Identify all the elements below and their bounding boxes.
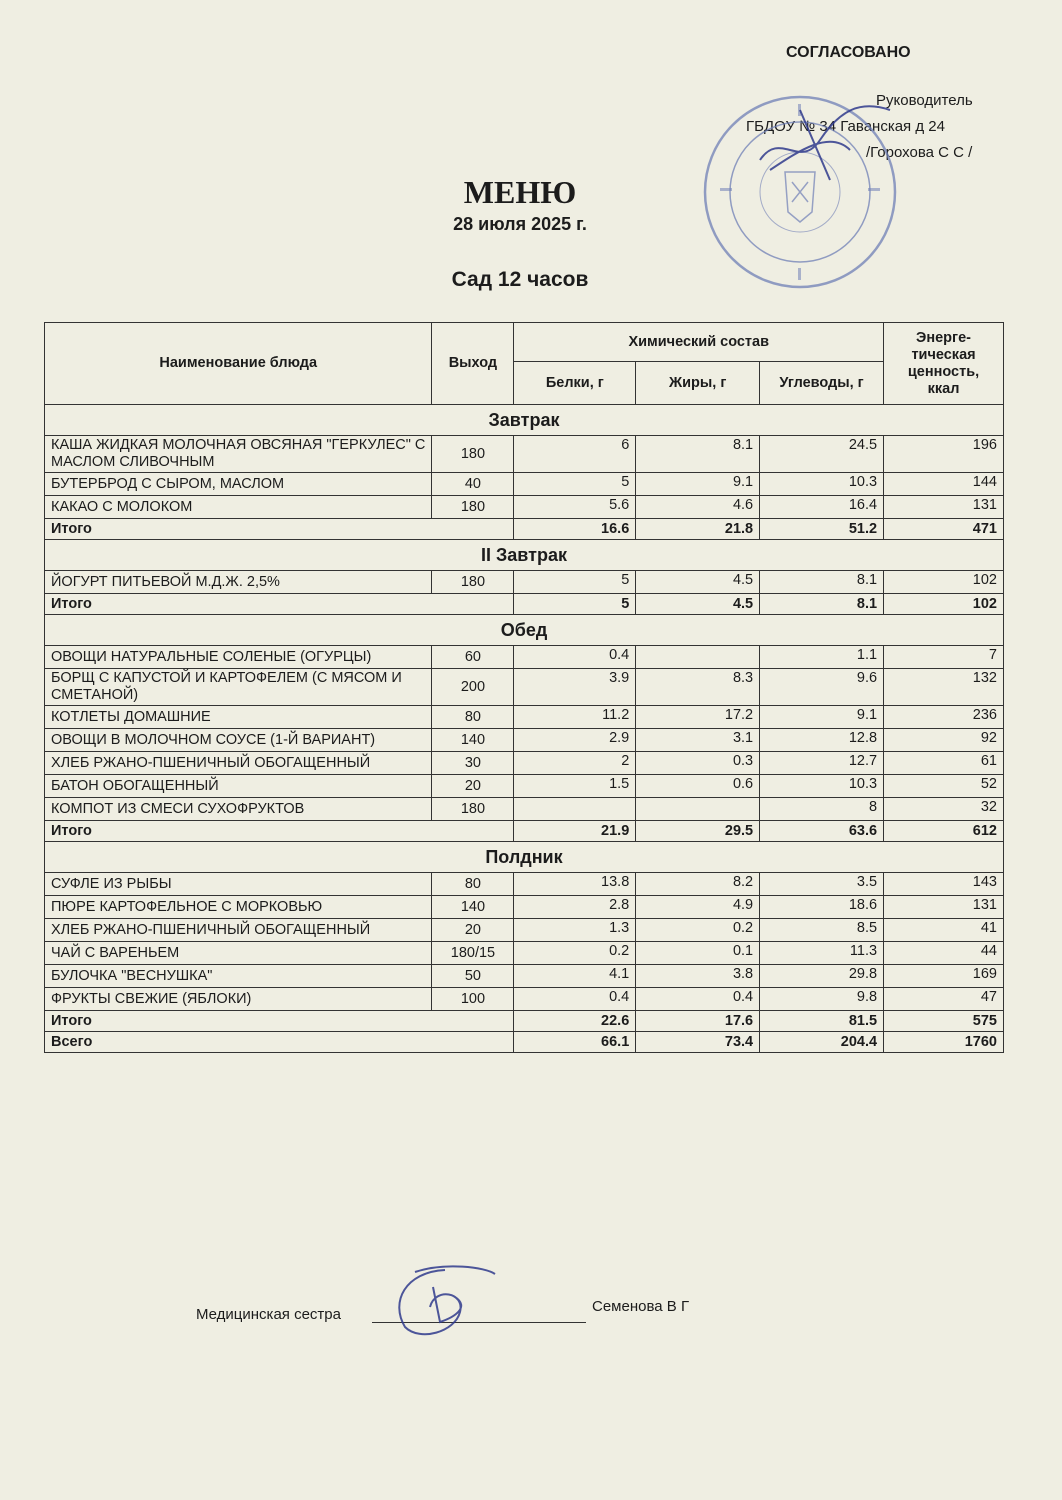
dish-energy: 41 [884, 919, 1004, 942]
table-row [45, 988, 1004, 1011]
grand-total-row [45, 1032, 1004, 1053]
dish-energy: 102 [884, 571, 1004, 594]
total-row [45, 821, 1004, 842]
dish-fats: 8.3 [636, 669, 760, 706]
total-c: 51.2 [760, 519, 884, 540]
nurse-name: Семенова В Г [592, 1298, 690, 1315]
section-row [45, 405, 1004, 436]
dish-carbs: 1.1 [760, 646, 884, 669]
section-title: II Завтрак [45, 540, 1004, 571]
dish-output: 100 [432, 988, 514, 1011]
total-e: 471 [884, 519, 1004, 540]
dish-carbs: 9.1 [760, 706, 884, 729]
table-row [45, 436, 1004, 473]
dish-fats: 4.5 [636, 571, 760, 594]
dish-name: ОВОЩИ НАТУРАЛЬНЫЕ СОЛЕНЫЕ (ОГУРЦЫ) [45, 646, 432, 669]
dish-name: ОВОЩИ В МОЛОЧНОМ СОУСЕ (1-Й ВАРИАНТ) [45, 729, 432, 752]
dish-name: БАТОН ОБОГАЩЕННЫЙ [45, 775, 432, 798]
dish-energy: 44 [884, 942, 1004, 965]
dish-output: 180 [432, 571, 514, 594]
total-label: Итого [45, 821, 514, 842]
dish-carbs: 8.1 [760, 571, 884, 594]
total-row [45, 594, 1004, 615]
nurse-signature-icon [385, 1262, 505, 1342]
dish-proteins: 1.5 [514, 775, 636, 798]
dish-proteins: 0.4 [514, 646, 636, 669]
dish-output: 80 [432, 873, 514, 896]
dish-output: 180/15 [432, 942, 514, 965]
dish-name: БОРЩ С КАПУСТОЙ И КАРТОФЕЛЕМ (С МЯСОМ И СМЕТАНОЙ) [45, 669, 432, 706]
dish-energy: 169 [884, 965, 1004, 988]
grand-total-label: Всего [45, 1032, 514, 1053]
group-label: Сад 12 часов [451, 268, 589, 291]
dish-name: ЧАЙ С ВАРЕНЬЕМ [45, 942, 432, 965]
dish-output: 20 [432, 919, 514, 942]
dish-output: 180 [432, 496, 514, 519]
total-row [45, 1011, 1004, 1032]
dish-proteins: 13.8 [514, 873, 636, 896]
grand-total-p: 66.1 [514, 1032, 636, 1053]
dish-energy: 143 [884, 873, 1004, 896]
dish-output: 140 [432, 729, 514, 752]
dish-output: 140 [432, 896, 514, 919]
dish-carbs: 12.8 [760, 729, 884, 752]
table-row [45, 473, 1004, 496]
total-p: 21.9 [514, 821, 636, 842]
dish-energy: 131 [884, 496, 1004, 519]
header-dish-name: Наименование блюда [45, 323, 432, 405]
dish-proteins: 2 [514, 752, 636, 775]
total-f: 4.5 [636, 594, 760, 615]
dish-energy: 196 [884, 436, 1004, 473]
approval-person: /Горохова С С / [866, 144, 973, 161]
dish-name: КОТЛЕТЫ ДОМАШНИЕ [45, 706, 432, 729]
total-c: 81.5 [760, 1011, 884, 1032]
header-carbs: Углеводы, г [760, 362, 884, 405]
total-e: 612 [884, 821, 1004, 842]
grand-total-c: 204.4 [760, 1032, 884, 1053]
dish-carbs: 8.5 [760, 919, 884, 942]
total-label: Итого [45, 519, 514, 540]
section-title: Обед [45, 615, 1004, 646]
section-row [45, 540, 1004, 571]
dish-energy: 144 [884, 473, 1004, 496]
dish-proteins: 4.1 [514, 965, 636, 988]
total-c: 8.1 [760, 594, 884, 615]
approval-org: ГБДОУ № 34 Гаванская д 24 [746, 118, 945, 135]
table-row [45, 669, 1004, 706]
dish-fats: 4.9 [636, 896, 760, 919]
dish-name: ФРУКТЫ СВЕЖИЕ (ЯБЛОКИ) [45, 988, 432, 1011]
dish-fats [636, 798, 760, 821]
total-f: 17.6 [636, 1011, 760, 1032]
dish-carbs: 12.7 [760, 752, 884, 775]
total-label: Итого [45, 594, 514, 615]
dish-output: 180 [432, 436, 514, 473]
menu-table-body [45, 405, 1004, 1053]
header-proteins: Белки, г [514, 362, 636, 405]
grand-total-f: 73.4 [636, 1032, 760, 1053]
approval-heading: СОГЛАСОВАНО [786, 44, 911, 61]
dish-name: ХЛЕБ РЖАНО-ПШЕНИЧНЫЙ ОБОГАЩЕННЫЙ [45, 752, 432, 775]
dish-fats: 0.3 [636, 752, 760, 775]
table-row [45, 942, 1004, 965]
dish-fats: 0.1 [636, 942, 760, 965]
dish-proteins: 6 [514, 436, 636, 473]
dish-proteins: 2.9 [514, 729, 636, 752]
dish-fats: 8.2 [636, 873, 760, 896]
dish-proteins: 0.4 [514, 988, 636, 1011]
menu-table [44, 322, 1004, 1053]
dish-fats: 8.1 [636, 436, 760, 473]
dish-output: 40 [432, 473, 514, 496]
header-energy: Энерге-тическая ценность, ккал [884, 323, 1004, 405]
dish-output: 60 [432, 646, 514, 669]
dish-fats: 3.8 [636, 965, 760, 988]
dish-proteins [514, 798, 636, 821]
page-title: МЕНЮ [463, 174, 577, 210]
section-title: Завтрак [45, 405, 1004, 436]
dish-fats: 0.4 [636, 988, 760, 1011]
dish-fats [636, 646, 760, 669]
section-title: Полдник [45, 842, 1004, 873]
table-row [45, 965, 1004, 988]
table-row [45, 646, 1004, 669]
dish-fats: 4.6 [636, 496, 760, 519]
dish-proteins: 3.9 [514, 669, 636, 706]
dish-proteins: 5 [514, 571, 636, 594]
table-row [45, 496, 1004, 519]
total-row [45, 519, 1004, 540]
dish-output: 180 [432, 798, 514, 821]
total-c: 63.6 [760, 821, 884, 842]
dish-fats: 3.1 [636, 729, 760, 752]
dish-carbs: 29.8 [760, 965, 884, 988]
table-row [45, 571, 1004, 594]
dish-name: КОМПОТ ИЗ СМЕСИ СУХОФРУКТОВ [45, 798, 432, 821]
dish-proteins: 2.8 [514, 896, 636, 919]
total-p: 5 [514, 594, 636, 615]
dish-output: 200 [432, 669, 514, 706]
total-e: 102 [884, 594, 1004, 615]
dish-fats: 0.2 [636, 919, 760, 942]
dish-output: 50 [432, 965, 514, 988]
dish-name: СУФЛЕ ИЗ РЫБЫ [45, 873, 432, 896]
total-label: Итого [45, 1011, 514, 1032]
dish-carbs: 18.6 [760, 896, 884, 919]
dish-energy: 47 [884, 988, 1004, 1011]
dish-energy: 32 [884, 798, 1004, 821]
header-fats: Жиры, г [636, 362, 760, 405]
total-f: 29.5 [636, 821, 760, 842]
dish-name: ХЛЕБ РЖАНО-ПШЕНИЧНЫЙ ОБОГАЩЕННЫЙ [45, 919, 432, 942]
dish-name: КАКАО С МОЛОКОМ [45, 496, 432, 519]
dish-proteins: 0.2 [514, 942, 636, 965]
dish-carbs: 9.6 [760, 669, 884, 706]
dish-carbs: 10.3 [760, 473, 884, 496]
dish-proteins: 1.3 [514, 919, 636, 942]
dish-energy: 61 [884, 752, 1004, 775]
grand-total-e: 1760 [884, 1032, 1004, 1053]
dish-energy: 236 [884, 706, 1004, 729]
total-f: 21.8 [636, 519, 760, 540]
table-row [45, 896, 1004, 919]
dish-carbs: 8 [760, 798, 884, 821]
nurse-role: Медицинская сестра [196, 1306, 341, 1323]
dish-output: 80 [432, 706, 514, 729]
table-row [45, 775, 1004, 798]
total-p: 16.6 [514, 519, 636, 540]
total-e: 575 [884, 1011, 1004, 1032]
table-row [45, 706, 1004, 729]
table-row [45, 873, 1004, 896]
table-row [45, 729, 1004, 752]
table-row [45, 919, 1004, 942]
dish-proteins: 11.2 [514, 706, 636, 729]
table-row [45, 798, 1004, 821]
section-row [45, 842, 1004, 873]
dish-carbs: 3.5 [760, 873, 884, 896]
dish-carbs: 10.3 [760, 775, 884, 798]
section-row [45, 615, 1004, 646]
dish-fats: 0.6 [636, 775, 760, 798]
dish-name: БУТЕРБРОД С СЫРОМ, МАСЛОМ [45, 473, 432, 496]
total-p: 22.6 [514, 1011, 636, 1032]
dish-energy: 7 [884, 646, 1004, 669]
dish-energy: 132 [884, 669, 1004, 706]
dish-proteins: 5 [514, 473, 636, 496]
dish-carbs: 16.4 [760, 496, 884, 519]
dish-carbs: 11.3 [760, 942, 884, 965]
header-output: Выход [432, 323, 514, 405]
menu-date: 28 июля 2025 г. [453, 214, 587, 234]
dish-name: ПЮРЕ КАРТОФЕЛЬНОЕ С МОРКОВЬЮ [45, 896, 432, 919]
dish-output: 30 [432, 752, 514, 775]
dish-energy: 131 [884, 896, 1004, 919]
dish-energy: 52 [884, 775, 1004, 798]
dish-proteins: 5.6 [514, 496, 636, 519]
table-row [45, 752, 1004, 775]
dish-name: ЙОГУРТ ПИТЬЕВОЙ М.Д.Ж. 2,5% [45, 571, 432, 594]
dish-fats: 17.2 [636, 706, 760, 729]
header-chem-composition: Химический состав [514, 323, 884, 362]
dish-energy: 92 [884, 729, 1004, 752]
dish-carbs: 9.8 [760, 988, 884, 1011]
approval-role: Руководитель [876, 92, 973, 109]
dish-output: 20 [432, 775, 514, 798]
dish-carbs: 24.5 [760, 436, 884, 473]
dish-fats: 9.1 [636, 473, 760, 496]
dish-name: КАША ЖИДКАЯ МОЛОЧНАЯ ОВСЯНАЯ "ГЕРКУЛЕС" С МАСЛОМ СЛИВОЧНЫМ [45, 436, 432, 473]
dish-name: БУЛОЧКА "ВЕСНУШКА" [45, 965, 432, 988]
